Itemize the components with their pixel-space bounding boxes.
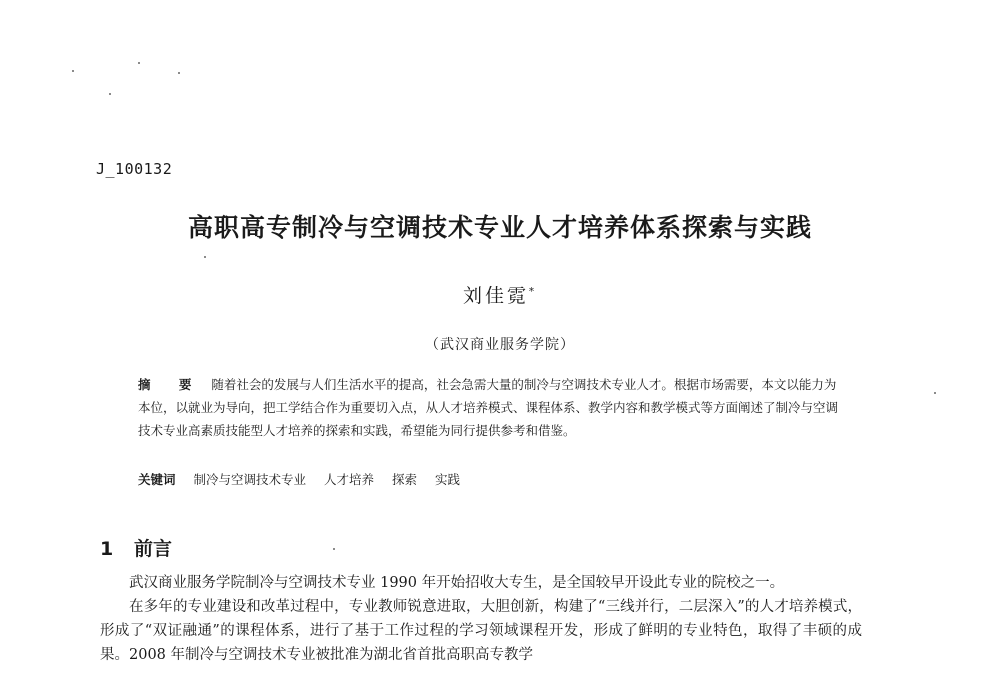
keyword: 实践 (435, 472, 461, 487)
author-line (0, 281, 1000, 308)
author-footnote-mark: * (529, 286, 537, 298)
author-affiliation: （武汉商业服务学院） (425, 337, 575, 353)
section-number: 1 (100, 538, 114, 560)
author-name: 刘佳霓 (462, 285, 529, 307)
keyword: 人才培养 (324, 472, 375, 487)
abstract (138, 373, 838, 442)
keyword: 探索 (392, 472, 418, 487)
paragraph: 在多年的专业建设和改革过程中，专业教师锐意进取，大胆创新，构建了“三线并行，二层深入”的人才培养模式，形成了“双证融通”的课程体系，进行了基于工作过程的学习领域课程开发，形成了鲜明的专业特色，取得了丰硕的成果。2008 年制冷与空调技术专业被批准为湖北省首批高职高专教学 (100, 599, 862, 663)
keywords (138, 468, 474, 491)
abstract-label: 摘 要 (138, 377, 204, 392)
paper-title: 高职高专制冷与空调技术专业人才培养体系探索与实践 (187, 213, 812, 242)
section-heading (100, 534, 172, 561)
section-title: 前言 (134, 538, 173, 560)
body-text (100, 571, 862, 667)
abstract-text: 随着社会的发展与人们生活水平的提高，社会急需大量的制冷与空调技术专业人才。根据市场需要，本文以能力为本位，以就业为导向，把工学结合作为重要切入点，从人才培养模式、课程体系、教学内容和教学模式等方面阐述了制冷与空调技术专业高素质技能型人才培养的探索和实践，希望能为同行提供参考和借鉴。 (138, 377, 839, 438)
document-id: J_100132 (96, 160, 173, 178)
keyword: 制冷与空调技术专业 (193, 472, 307, 487)
keywords-label: 关键词 (138, 472, 176, 487)
paragraph: 武汉商业服务学院制冷与空调技术专业 1990 年开始招收大专生，是全国较早开设此专业的院校之一。 (129, 575, 785, 591)
